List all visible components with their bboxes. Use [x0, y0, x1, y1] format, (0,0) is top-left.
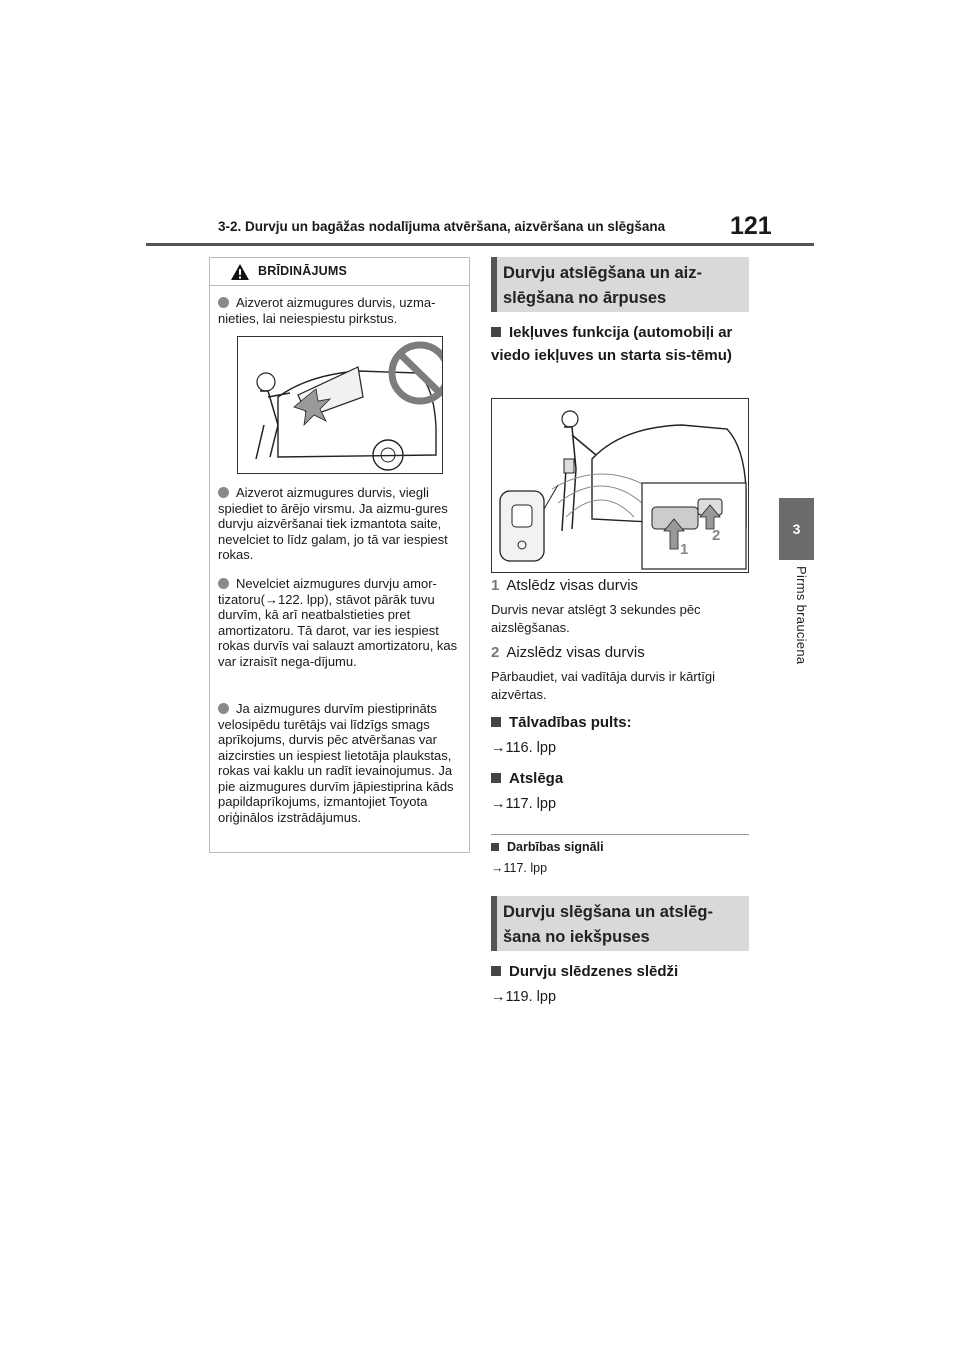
step-number: 1 [491, 577, 500, 594]
warning-illustration [237, 336, 443, 474]
warning-item: Nevelciet aizmugures durvju amor-tizatoru(→122. lpp), stāvot pārāk tuvu durvīm, kā arī neatbalstieties pret amortizatoru. Tā darot, var ies iespiest rokas durvīs vai salauzt amortizatoru, kas var izraisīt nega-dījumu. [218, 576, 458, 669]
heading-accent-bar [491, 896, 497, 951]
entry-function-illustration [491, 398, 749, 573]
step-unlock-note: Durvis nevar atslēgt 3 sekundes pēc aizslēgšanas. [491, 602, 701, 635]
warning-box [209, 257, 470, 853]
running-header: 3-2. Durvju un bagāžas nodalījuma atvēršana, aizvēršana un slēgšana [218, 219, 666, 234]
warning-item: Ja aizmugures durvīm piestiprināts velosipēdu turētājs vai līdzīgs smags aprīkojums, durvis pēc atvēršanas var aizcirsties un iespiest lietotāja plaukstas, rokas vai kaklu un radīt ievainojumus. Ja pie aizmugures durvīm jāpiestiprina kāds papildaprīkojums, izmantojiet Toyota oriģinālos izstrādājumus. [218, 701, 454, 825]
entry-function-heading: Iekļuves funkcija (automobiļi ar viedo iekļuves un starta sis-tēmu) [491, 324, 733, 364]
chapter-tab-number: 3 [792, 521, 801, 537]
section-heading-inside: Durvju slēgšana un atslēg-šana no iekšpuses [491, 896, 749, 951]
step-number: 2 [491, 644, 500, 661]
square-bullet-icon [491, 843, 499, 851]
divider [491, 834, 749, 835]
warning-header [210, 258, 469, 286]
bullet-icon [218, 487, 229, 498]
bullet-icon [218, 578, 229, 589]
callout-label-1: 1 [680, 541, 689, 558]
heading-accent-bar [491, 257, 497, 312]
callout-label-2: 2 [712, 527, 721, 544]
warning-item: Aizverot aizmugures durvis, uzma-nieties, lai neiespiestu pirkstus. [218, 295, 436, 326]
remote-page-ref: →116. lpp [491, 740, 557, 756]
step-lock-note: Pārbaudiet, vai vadītāja durvis ir kārtīgi aizvērtas. [491, 669, 715, 702]
step-lock: 2 Aizslēdz visas durvis [491, 644, 645, 661]
step-unlock: 1 Atslēdz visas durvis [491, 577, 639, 594]
square-bullet-icon [491, 717, 501, 727]
key-heading: Atslēga [491, 767, 749, 790]
bullet-icon [218, 703, 229, 714]
lock-switch-page-ref: →119. lpp [491, 989, 557, 1005]
square-bullet-icon [491, 773, 501, 783]
closing-door-illustration [238, 337, 442, 473]
key-page-ref: →117. lpp [491, 796, 557, 812]
chapter-label: Pirms brauciena [794, 566, 809, 665]
square-bullet-icon [491, 966, 501, 976]
warning-title: BRĪDINĀJUMS [258, 264, 348, 278]
lock-switch-heading: Durvju slēdzenes slēdži [491, 960, 749, 983]
signals-page-ref: →117. lpp [491, 861, 548, 875]
remote-heading: Tālvadības pults: [491, 711, 749, 734]
bullet-icon [218, 297, 229, 308]
page-number: 121 [730, 212, 772, 240]
header-rule [146, 243, 814, 246]
chapter-tab [779, 498, 814, 560]
square-bullet-icon [491, 327, 501, 337]
section-heading-outside: Durvju atslēgšana un aiz-slēgšana no ārpuses [491, 257, 749, 312]
warning-triangle-icon [230, 263, 250, 281]
signals-heading: Darbības signāli [491, 840, 604, 854]
warning-item: Aizverot aizmugures durvis, viegli spiediet to ārējo virsmu. Ja aizmu-gures durvju aizvēršanai tiek izmantota saite, nevelciet to līdz galam, jo tā var iespiest rokas. [218, 485, 448, 562]
